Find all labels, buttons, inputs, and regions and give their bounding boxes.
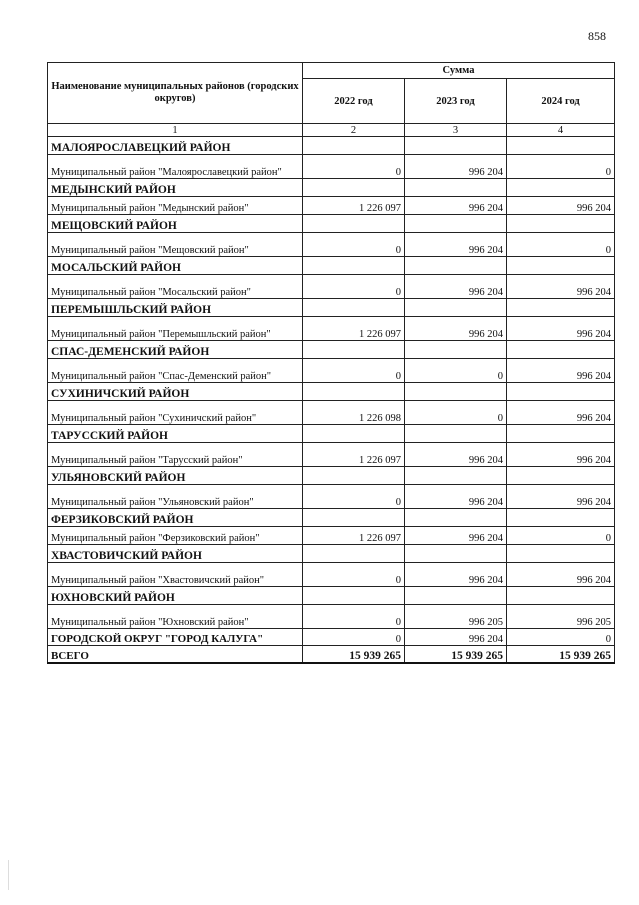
municipality-name: Муниципальный район "Хвастовичский район" (48, 563, 303, 587)
budget-table (47, 62, 615, 664)
municipality-name: Муниципальный район "Мещовский район" (48, 233, 303, 257)
municipality-name: Муниципальный район "Мосальский район" (48, 275, 303, 299)
amount-2024: 996 204 (507, 317, 615, 341)
column-number-row (48, 124, 615, 137)
empty-cell (405, 299, 507, 317)
municipality-row (48, 563, 615, 587)
empty-cell (405, 425, 507, 443)
header-year-2022: 2022 год (303, 79, 405, 124)
page-number: 858 (588, 29, 606, 43)
amount-2022: 0 (303, 485, 405, 509)
municipality-row (48, 401, 615, 425)
region-name: СУХИНИЧСКИЙ РАЙОН (48, 383, 303, 401)
amount-2023: 996 205 (405, 605, 507, 629)
amount-2022: 1 226 098 (303, 401, 405, 425)
empty-cell (507, 299, 615, 317)
municipality-row (48, 197, 615, 215)
empty-cell (303, 467, 405, 485)
empty-cell (507, 341, 615, 359)
amount-2024: 0 (507, 233, 615, 257)
city-district-row (48, 629, 615, 646)
empty-cell (303, 137, 405, 155)
amount-2022: 1 226 097 (303, 443, 405, 467)
region-name: МАЛОЯРОСЛАВЕЦКИЙ РАЙОН (48, 137, 303, 155)
region-name: ЮХНОВСКИЙ РАЙОН (48, 587, 303, 605)
column-number-4: 4 (507, 124, 615, 137)
amount-2023: 996 204 (405, 443, 507, 467)
region-header-row (48, 383, 615, 401)
region-header-row (48, 467, 615, 485)
amount-2022: 0 (303, 629, 405, 646)
region-name: МОСАЛЬСКИЙ РАЙОН (48, 257, 303, 275)
region-name: МЕДЫНСКИЙ РАЙОН (48, 179, 303, 197)
amount-2022: 0 (303, 605, 405, 629)
empty-cell (507, 509, 615, 527)
region-header-row (48, 257, 615, 275)
header-name-column: Наименование муниципальных районов (городских округов) (48, 63, 303, 124)
amount-2022: 0 (303, 563, 405, 587)
amount-2023: 996 204 (405, 317, 507, 341)
municipality-row (48, 443, 615, 467)
municipality-row (48, 155, 615, 179)
header-sum-column: Сумма (303, 63, 615, 79)
empty-cell (405, 257, 507, 275)
amount-2024: 996 204 (507, 443, 615, 467)
amount-2023: 996 204 (405, 563, 507, 587)
empty-cell (405, 215, 507, 233)
region-name: ТАРУССКИЙ РАЙОН (48, 425, 303, 443)
empty-cell (405, 467, 507, 485)
municipality-row (48, 233, 615, 257)
region-header-row (48, 299, 615, 317)
empty-cell (507, 467, 615, 485)
empty-cell (405, 179, 507, 197)
amount-2024: 996 204 (507, 563, 615, 587)
region-header-row (48, 179, 615, 197)
empty-cell (507, 257, 615, 275)
amount-2023: 0 (405, 359, 507, 383)
amount-2022: 15 939 265 (303, 646, 405, 664)
amount-2024: 996 204 (507, 275, 615, 299)
region-header-row (48, 587, 615, 605)
amount-2023: 0 (405, 401, 507, 425)
region-name: УЛЬЯНОВСКИЙ РАЙОН (48, 467, 303, 485)
amount-2023: 996 204 (405, 197, 507, 215)
amount-2024: 996 204 (507, 401, 615, 425)
amount-2023: 996 204 (405, 629, 507, 646)
municipality-row (48, 605, 615, 629)
amount-2024: 0 (507, 629, 615, 646)
municipality-row (48, 485, 615, 509)
table-body (48, 137, 615, 664)
empty-cell (303, 509, 405, 527)
amount-2024: 0 (507, 155, 615, 179)
region-header-row (48, 509, 615, 527)
region-name: МЕЩОВСКИЙ РАЙОН (48, 215, 303, 233)
empty-cell (303, 215, 405, 233)
amount-2022: 1 226 097 (303, 527, 405, 545)
municipality-row (48, 317, 615, 341)
amount-2024: 15 939 265 (507, 646, 615, 664)
empty-cell (507, 587, 615, 605)
amount-2024: 996 204 (507, 359, 615, 383)
empty-cell (405, 587, 507, 605)
amount-2024: 996 204 (507, 197, 615, 215)
scan-artifact (8, 860, 9, 890)
region-name: СПАС-ДЕМЕНСКИЙ РАЙОН (48, 341, 303, 359)
column-number-3: 3 (405, 124, 507, 137)
municipality-row (48, 527, 615, 545)
amount-2023: 996 204 (405, 275, 507, 299)
empty-cell (303, 545, 405, 563)
municipality-name: Муниципальный район "Тарусский район" (48, 443, 303, 467)
empty-cell (405, 137, 507, 155)
column-number-2: 2 (303, 124, 405, 137)
region-name: ФЕРЗИКОВСКИЙ РАЙОН (48, 509, 303, 527)
empty-cell (303, 341, 405, 359)
municipality-name: Муниципальный район "Спас-Деменский район" (48, 359, 303, 383)
amount-2024: 996 204 (507, 485, 615, 509)
amount-2023: 996 204 (405, 485, 507, 509)
region-header-row (48, 425, 615, 443)
empty-cell (507, 545, 615, 563)
empty-cell (303, 179, 405, 197)
empty-cell (507, 179, 615, 197)
amount-2022: 0 (303, 155, 405, 179)
empty-cell (303, 587, 405, 605)
region-header-row (48, 341, 615, 359)
region-header-row (48, 545, 615, 563)
municipality-name: Муниципальный район "Ульяновский район" (48, 485, 303, 509)
empty-cell (303, 425, 405, 443)
empty-cell (507, 383, 615, 401)
table-header (48, 63, 615, 137)
empty-cell (405, 509, 507, 527)
amount-2022: 1 226 097 (303, 317, 405, 341)
total-label: ВСЕГО (48, 646, 303, 664)
municipality-name: Муниципальный район "Медынский район" (48, 197, 303, 215)
amount-2023: 15 939 265 (405, 646, 507, 664)
amount-2022: 0 (303, 275, 405, 299)
empty-cell (405, 341, 507, 359)
municipality-name: Муниципальный район "Перемышльский район" (48, 317, 303, 341)
municipality-name: Муниципальный район "Юхновский район" (48, 605, 303, 629)
empty-cell (303, 383, 405, 401)
amount-2023: 996 204 (405, 527, 507, 545)
region-header-row (48, 215, 615, 233)
header-year-2023: 2023 год (405, 79, 507, 124)
amount-2022: 1 226 097 (303, 197, 405, 215)
amount-2024: 996 205 (507, 605, 615, 629)
municipality-row (48, 359, 615, 383)
amount-2022: 0 (303, 233, 405, 257)
empty-cell (405, 545, 507, 563)
empty-cell (507, 215, 615, 233)
amount-2023: 996 204 (405, 233, 507, 257)
empty-cell (303, 257, 405, 275)
amount-2022: 0 (303, 359, 405, 383)
column-number-1: 1 (48, 124, 303, 137)
amount-2023: 996 204 (405, 155, 507, 179)
empty-cell (405, 383, 507, 401)
municipality-name: ГОРОДСКОЙ ОКРУГ "ГОРОД КАЛУГА" (48, 629, 303, 646)
header-year-2024: 2024 год (507, 79, 615, 124)
total-row (48, 646, 615, 664)
municipality-name: Муниципальный район "Ферзиковский район" (48, 527, 303, 545)
amount-2024: 0 (507, 527, 615, 545)
empty-cell (507, 137, 615, 155)
empty-cell (507, 425, 615, 443)
region-name: ПЕРЕМЫШЛЬСКИЙ РАЙОН (48, 299, 303, 317)
municipality-name: Муниципальный район "Малоярославецкий район" (48, 155, 303, 179)
municipality-name: Муниципальный район "Сухиничский район" (48, 401, 303, 425)
empty-cell (303, 299, 405, 317)
municipality-row (48, 275, 615, 299)
region-name: ХВАСТОВИЧСКИЙ РАЙОН (48, 545, 303, 563)
region-header-row (48, 137, 615, 155)
